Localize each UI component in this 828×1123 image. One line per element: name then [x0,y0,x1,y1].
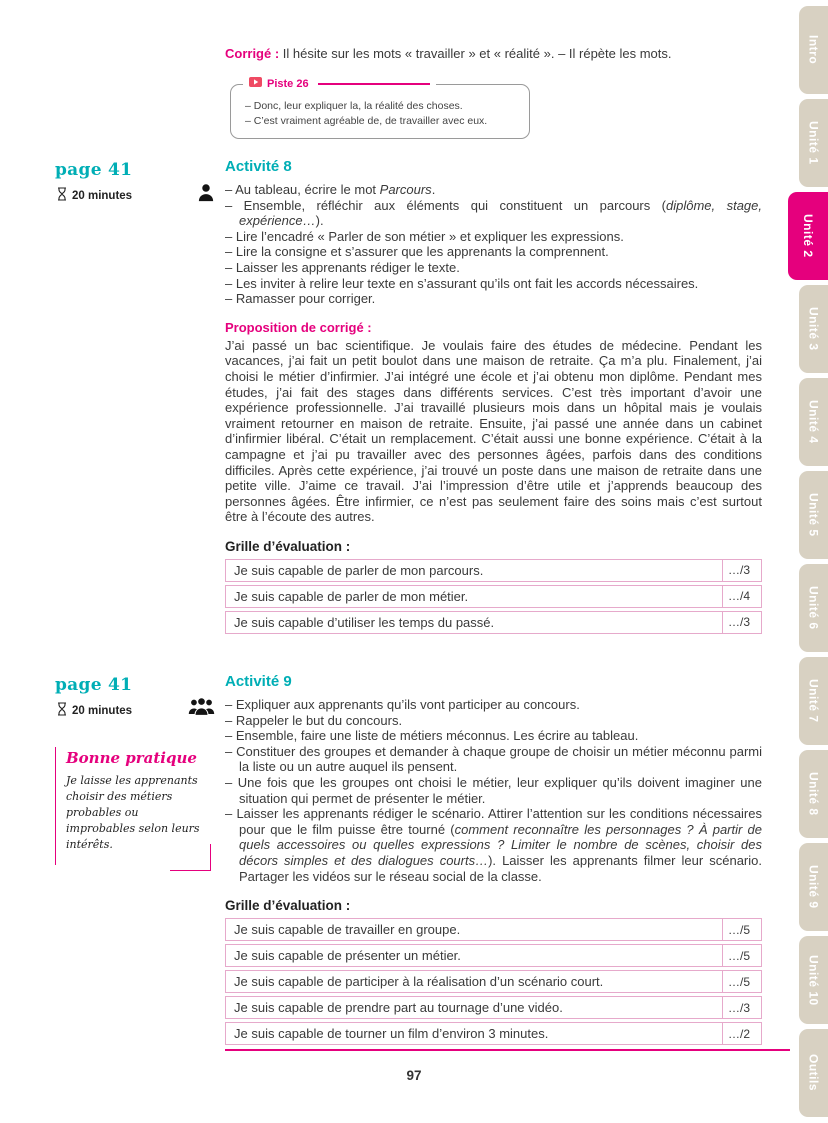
transcript-line: – C’est vraiment agréable de, de travailler avec eux. [245,115,488,128]
tab-unite-8[interactable]: Unité 8 [799,750,828,838]
step: – Les inviter à relire leur texte en s’assurant qu’ils ont fait les accords nécessaires. [225,275,699,291]
score-cell: …/3 [728,563,751,578]
step: – Constituer des groupes et demander à chaque groupe de choisir un métier méconnu parmi la liste ou un autre auquel ils pensent. [225,743,762,775]
page-ref: page 41 [55,675,133,695]
grille-label: Grille d’évaluation : [225,898,351,914]
activity9-title: Activité 9 [225,673,292,690]
duration [55,187,215,204]
tab-unite-2[interactable]: Unité 2 [788,192,828,280]
grid-row: Je suis capable d’utiliser les temps du passé. …/3 [225,611,762,634]
bonne-pratique-text: Je laisse les apprenants choisir des métiers probables ou improbables selon leurs intérêts. [66,774,200,851]
bonne-pratique-title: Bonne pratique [66,749,197,767]
piste-rule [318,83,430,85]
step: – Au tableau, écrire le mot Parcours. [225,182,436,197]
step: – Expliquer aux apprenants qu’ils vont participer au concours. [225,697,580,712]
grille-label: Grille d’évaluation : [225,538,351,554]
evaluation-grid [225,559,762,634]
corrige-label: Corrigé : [225,46,280,61]
step: – Laisser les apprenants rédiger le texte. [225,259,460,275]
duration-text: 20 minutes [72,189,133,202]
step: – Rappeler le but du concours. [225,712,403,728]
duration-text: 20 minutes [72,704,133,717]
activity9-steps [225,697,762,884]
score-cell: …/5 [728,922,751,937]
grid-row: Je suis capable de présenter un métier. …/5 [225,944,762,967]
grid-row: Je suis capable de participer à la réalisation d’un scénario court. …/5 [225,970,762,993]
score-cell: …/4 [728,589,751,604]
activity9-section [225,673,762,1051]
tab-unite-10[interactable]: Unité 10 [799,936,828,1024]
individual-work-icon [197,183,215,207]
grid-row: Je suis capable de tourner un film d’environ 3 minutes. …/2 [225,1022,762,1045]
proposition-text: J’ai passé un bac scientifique. Je voulais faire des études de médecine. Pendant les vacances, j’ai fait un petit boulot dans une maison de retraite. Ça m’a plu. Finalement, j’ai choisi le métier d’infirmier. J’ai intégré une école et j’ai obtenu mon diplôme. Pendant mes études, j’ai fait des stages dans différents services. C’est très important d’avoir une expérience professionnelle. J’ai travaillé plusieurs mois dans un hôpital mais je voulais vraiment retourner en maison de retraite. Ensuite, j’ai passé une année dans un cabinet d’infirmier libéral. C’était un remplacement. C’était aussi une bonne expérience. C’était à la campagne et j’ai pu travailler avec des personnes âgées, parfois dans des conditions difficiles. Après cette expérience, j’ai trouvé un poste dans une maison de retraite dans une petite ville. J’aime ce travail. J’ai l’impression d’être utile et j’apprends beaucoup des personnes âgées. Être infirmier, ce n’est pas seulement faire des soins mais c’est surtout être à l’écoute des autres. [225,337,762,525]
play-icon [249,77,262,90]
grid-row: Je suis capable de parler de mon parcours. …/3 [225,559,762,582]
corrige-text: Il hésite sur les mots « travailler » et « réalité ». – Il répète les mots. [279,46,672,61]
score-cell: …/5 [728,948,751,963]
step: – Ensemble, réfléchir aux éléments qui constituent un parcours (diplôme, stage, expérience…). [225,197,762,229]
activity8-title: Activité 8 [225,158,292,175]
step: – Laisser les apprenants rédiger le scénario. Attirer l’attention sur les conditions nécessaires pour que le film puisse être tourné (comment reconnaître les personnages ? À partir de quels accessoires ou quelles expressions ? Limiter le nombre de scènes, choisir des décors simples et des dialogues courts…). Laisser les apprenants filmer leur scénario. Partager les vidéos sur le réseau social de la classe. [225,806,762,884]
page-number: 97 [406,1068,422,1083]
step: – Ramasser pour corriger. [225,291,376,307]
tab-unite-4[interactable]: Unité 4 [799,378,828,466]
step: – Lire la consigne et s’assurer que les apprenants la comprennent. [225,244,609,260]
unit-tab-rail [788,0,828,1123]
audio-transcript-box [230,77,530,139]
score-cell: …/3 [728,615,751,630]
grid-row: Je suis capable de prendre part au tournage d’une vidéo. …/3 [225,996,762,1019]
score-cell: …/3 [728,1000,751,1015]
tab-unite-7[interactable]: Unité 7 [799,657,828,745]
corrige-line [225,46,773,62]
tab-outils[interactable]: Outils [799,1029,828,1117]
page-ref: page 41 [55,160,133,180]
footer-rule [225,1049,790,1051]
grid-row: Je suis capable de travailler en groupe. …/5 [225,918,762,941]
proposition-label: Proposition de corrigé : [225,319,372,335]
tab-unite-3[interactable]: Unité 3 [799,285,828,373]
score-cell: …/5 [728,974,751,989]
tab-unite-1[interactable]: Unité 1 [799,99,828,187]
piste-label [243,77,436,90]
bonne-pratique-note [55,747,207,865]
group-work-icon [188,696,215,722]
tab-unite-9[interactable]: Unité 9 [799,843,828,931]
hourglass-icon [57,187,67,204]
transcript-line: – Donc, leur expliquer la, la réalité des choses. [245,100,463,112]
activity8-margin [55,160,215,204]
piste-label-text: Piste 26 [267,77,309,90]
grid-row: Je suis capable de parler de mon métier. …/4 [225,585,762,608]
activity8-steps [225,182,762,307]
hourglass-icon [57,702,67,719]
tab-intro[interactable]: Intro [799,6,828,94]
tab-unite-6[interactable]: Unité 6 [799,564,828,652]
step: – Une fois que les groupes ont choisi le métier, leur expliquer qu’ils doivent imaginer une situation qui permet de présenter le métier. [225,774,762,806]
tab-unite-5[interactable]: Unité 5 [799,471,828,559]
activity8-section [225,158,762,637]
evaluation-grid [225,918,762,1045]
step: – Ensemble, faire une liste de métiers méconnus. Les écrire au tableau. [225,728,639,744]
step: – Lire l’encadré « Parler de son métier » et expliquer les expressions. [225,228,624,244]
score-cell: …/2 [728,1026,751,1041]
